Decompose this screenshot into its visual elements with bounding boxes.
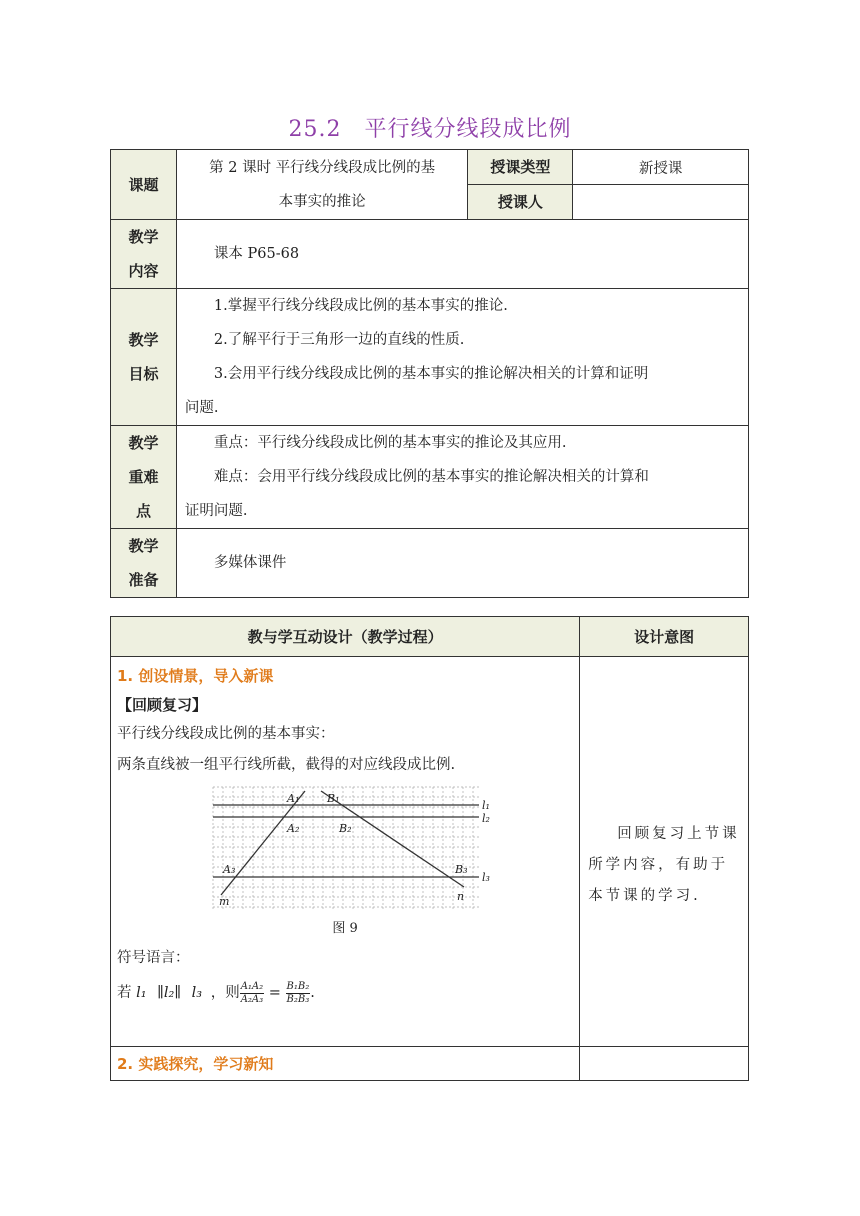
section1-cell bbox=[111, 657, 580, 1047]
label-b3: B₃ bbox=[455, 863, 468, 876]
goals-label-2: 目标 bbox=[128, 365, 159, 383]
prep-cell bbox=[176, 529, 748, 598]
goal-item: 问题. bbox=[184, 400, 219, 416]
process-header: 教与学互动设计（教学过程） bbox=[247, 627, 443, 646]
content-value: 课本 P65-68 bbox=[213, 246, 300, 262]
goal-item: 2.了解平行于三角形一边的直线的性质. bbox=[213, 332, 465, 348]
goals-label-cell bbox=[111, 289, 177, 426]
content-label-1: 教学 bbox=[128, 228, 159, 246]
label-m: m bbox=[219, 895, 230, 908]
figure-9 bbox=[117, 785, 573, 911]
formula-period: . bbox=[310, 985, 315, 1001]
goals-cell bbox=[176, 289, 748, 426]
key-item: 难点：会用平行线分线段成比例的基本事实的推论解决相关的计算和 bbox=[213, 469, 649, 485]
content-label-cell bbox=[111, 220, 177, 289]
section2-intent-cell bbox=[580, 1047, 749, 1081]
symbol-prefix: 若 bbox=[117, 985, 132, 1001]
symbol-then: ，则 bbox=[210, 985, 240, 1001]
symbol-parallel-2: ∥ bbox=[174, 985, 182, 1001]
prep-value: 多媒体课件 bbox=[213, 555, 287, 571]
label-a1: A₁ bbox=[287, 792, 300, 805]
type-label: 授课类型 bbox=[490, 158, 551, 176]
label-l2: l₂ bbox=[482, 812, 490, 825]
keys-label-1: 教学 bbox=[128, 434, 159, 452]
topic-line-2: 本事实的推论 bbox=[278, 193, 366, 210]
keys-label-cell bbox=[111, 426, 177, 529]
symbol-l3: l₃ bbox=[191, 985, 203, 1001]
section1-title: 1. 创设情景，导入新课 bbox=[117, 667, 274, 685]
process-table bbox=[110, 616, 749, 1081]
topic-line-1: 第 2 课时 平行线分线段成比例的基 bbox=[209, 159, 436, 176]
parallel-lines-figure bbox=[209, 785, 499, 911]
fraction-b-denominator: B₂B₃ bbox=[286, 993, 310, 1005]
page-title: 25.2 平行线分线段成比例 bbox=[288, 117, 572, 142]
fraction-a-denominator: A₂A₃ bbox=[240, 993, 264, 1005]
intent-text: 回顾复习上节课所学内容，有助于本节课的学习. bbox=[588, 826, 740, 904]
keys-label-3: 点 bbox=[135, 502, 151, 520]
section2-cell bbox=[111, 1047, 580, 1081]
intent-header: 设计意图 bbox=[634, 627, 695, 646]
review-label: 【回顾复习】 bbox=[117, 696, 208, 714]
symbol-l2: l₂ bbox=[163, 985, 175, 1001]
section2-title: 2. 实践探究，学习新知 bbox=[117, 1055, 274, 1073]
lesson-info-table bbox=[110, 149, 749, 598]
label-l3: l₃ bbox=[482, 871, 490, 884]
label-b2: B₂ bbox=[339, 822, 352, 835]
content-label-2: 内容 bbox=[128, 262, 159, 280]
intent-cell bbox=[580, 657, 749, 1047]
symbol-formula bbox=[117, 978, 573, 1009]
keys-label-2: 重难 bbox=[128, 468, 159, 486]
fraction-b bbox=[286, 981, 311, 1006]
key-item: 证明问题. bbox=[184, 503, 248, 519]
teacher-value-cell bbox=[573, 185, 749, 220]
symbol-label: 符号语言： bbox=[117, 950, 190, 966]
equals-sign: = bbox=[268, 985, 281, 1001]
figure-caption: 图 9 bbox=[332, 921, 358, 936]
process-header-cell bbox=[111, 617, 580, 657]
topic-cell bbox=[176, 150, 468, 220]
goal-item: 1.掌握平行线分线段成比例的基本事实的推论. bbox=[213, 298, 508, 314]
review-line-2: 两条直线被一组平行线所截，截得的对应线段成比例. bbox=[117, 757, 456, 773]
review-line-1: 平行线分线段成比例的基本事实： bbox=[117, 726, 335, 742]
fraction-a bbox=[240, 981, 264, 1006]
prep-label-1: 教学 bbox=[128, 537, 159, 555]
content-cell bbox=[176, 220, 748, 289]
type-label-cell bbox=[468, 150, 573, 185]
topic-label-cell bbox=[111, 150, 177, 220]
fraction-b-numerator: B₁B₂ bbox=[286, 980, 310, 992]
label-a3: A₃ bbox=[223, 863, 236, 876]
prep-label-2: 准备 bbox=[128, 571, 159, 589]
label-b1: B₁ bbox=[327, 792, 340, 805]
key-item: 重点：平行线分线段成比例的基本事实的推论及其应用. bbox=[213, 435, 567, 451]
teacher-label: 授课人 bbox=[497, 193, 543, 211]
keys-cell bbox=[176, 426, 748, 529]
type-value: 新授课 bbox=[638, 160, 683, 177]
goals-label-1: 教学 bbox=[128, 331, 159, 349]
intent-header-cell bbox=[580, 617, 749, 657]
label-l1: l₁ bbox=[482, 799, 490, 812]
label-a2: A₂ bbox=[287, 822, 300, 835]
teacher-label-cell bbox=[468, 185, 573, 220]
type-value-cell bbox=[573, 150, 749, 185]
goal-item: 3.会用平行线分线段成比例的基本事实的推论解决相关的计算和证明 bbox=[213, 366, 649, 382]
symbol-l1: l₁ bbox=[136, 985, 147, 1001]
topic-label: 课题 bbox=[128, 175, 159, 194]
symbol-parallel-1: ∥ bbox=[157, 985, 164, 1001]
label-n: n bbox=[457, 890, 465, 903]
fraction-a-numerator: A₁A₂ bbox=[240, 980, 264, 992]
prep-label-cell bbox=[111, 529, 177, 598]
